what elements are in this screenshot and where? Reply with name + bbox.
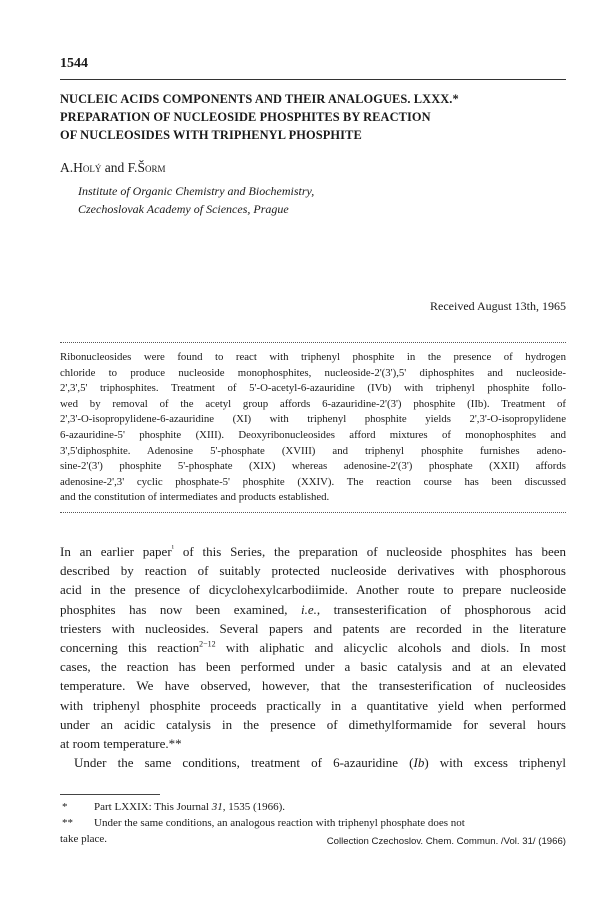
reference-marker: 2−12 [199,639,216,649]
header-rule [60,79,566,80]
affiliation-line-2: Czechoslovak Academy of Sciences, Prague [78,202,289,216]
abstract-line: wed by removal of the acetyl group affords 6-azauridine-2'(3') phosphite (IIb). Treatment of [60,397,566,410]
footnote-2-continuation: take place. [60,833,108,845]
affiliation-line-1: Institute of Organic Chemistry and Biochemistry, [78,184,315,198]
title-line-1: NUCLEIC ACIDS COMPONENTS AND THEIR ANALOGUES. LXXX.* [60,92,459,106]
footnote-marker: ** [62,817,73,829]
body-line: phosphites has now been examined, i.e., transesterification of phosphorous acid [60,601,566,617]
page-number: 1544 [60,56,88,71]
footnote-1: * Part LXXIX: This Journal 31, 1535 (1966). [62,801,286,813]
title-line-2: PREPARATION OF NUCLEOSIDE PHOSPHITES BY REACTION [60,110,431,124]
abstract-line: 3',5'diphosphite. Adenosine 5'-phosphate (XVIII) and triphenyl phosphite furnishes adeno- [60,444,566,457]
body-line: with triphenyl phosphite proceeds practically in a quantitative yield when performed [60,697,566,713]
footnote-2: ** Under the same conditions, an analogous reaction with triphenyl phosphate does not [62,817,465,829]
authors-conjunction: and [104,160,125,175]
abstract-line: adenosine-2',3' cyclic phosphate-5' phosphite (XXIV). The reaction course has been discussed [60,475,566,488]
body-line: at room temperature.** [60,736,182,752]
abstract-line: and the constitution of intermediates and products established. [60,491,330,504]
abstract-line: 2',3',5' triphosphites. Treatment of 5'-O-acetyl-6-azauridine (IVb) with triphenyl phosphite follo- [60,382,566,395]
body-line: cases, the reaction has been performed under a basic catalysis and at an elevated [60,659,566,675]
footnote-rule [60,794,160,795]
abstract-bottom-rule [60,512,566,513]
received-date: Received August 13th, 1965 [430,299,566,313]
affiliation [78,182,314,218]
body-line: described by reaction of suitably protected nucleoside derivatives with phosphorous [60,563,566,579]
body-line: concerning this reaction$^{2-12}$ with aliphatic and alicyclic alcohols and diols. In most [60,639,566,656]
authors [60,160,165,176]
abstract-line: 2',3'-O-isopropylidene-6-azauridine (XI) with triphenyl phosphite yields 2',3'-O-isopropylidene [60,413,566,426]
body-line: triesters with nucleosides. Several papers and patents are recorded in the literature [60,620,566,636]
author-2-name: Šorm [137,160,166,175]
author-2-initial: F. [127,160,138,175]
journal-citation: Collection Czechoslov. Chem. Commun. /Vol. 31/ (1966) [326,836,566,847]
author-1-name: Holý [73,160,102,175]
abstract [60,350,566,506]
body-line: under an acidic catalysis in the presence of dimethylformamide for several hours [60,716,566,732]
body-line: temperature. We have observed, however, that the transesterification of nucleosides [60,678,566,694]
footnote-marker: * [62,801,68,813]
title-line-3: OF NUCLEOSIDES WITH TRIPHENYL PHOSPHITE [60,128,362,142]
reference-marker: ¹ [171,543,175,553]
abstract-line: 6-azauridine-5' phosphite (XIII). Deoxyribonucleosides afford mixtures of monophosphites and [60,428,566,441]
body-line: Under the same conditions, treatment of 6-azauridine (Ib) with excess triphenyl [74,755,566,771]
body-line: In an earlier paper$^{^1}$ of this Series, the preparation of nucleoside phosphites has been [60,543,566,559]
abstract-top-rule [60,342,566,343]
abstract-line: Ribonucleosides were found to react with triphenyl phosphite in the presence of hydrogen [60,351,566,363]
abstract-line: chloride to produce nucleoside monophosphites, nucleoside-2'(3'),5' diphosphites and nucleoside- [60,366,566,379]
body-line: acid in the presence of dicyclohexylcarbodiimide. Another route to prepare nucleoside [60,582,566,598]
abstract-line: sine-2'(3') phosphite 5'-phosphate (XIX) whereas adenosine-2'(3') phosphate (XXII) affords [60,460,566,473]
body-text [60,542,566,772]
article-title [60,90,566,144]
author-1-initial: A. [60,160,74,175]
